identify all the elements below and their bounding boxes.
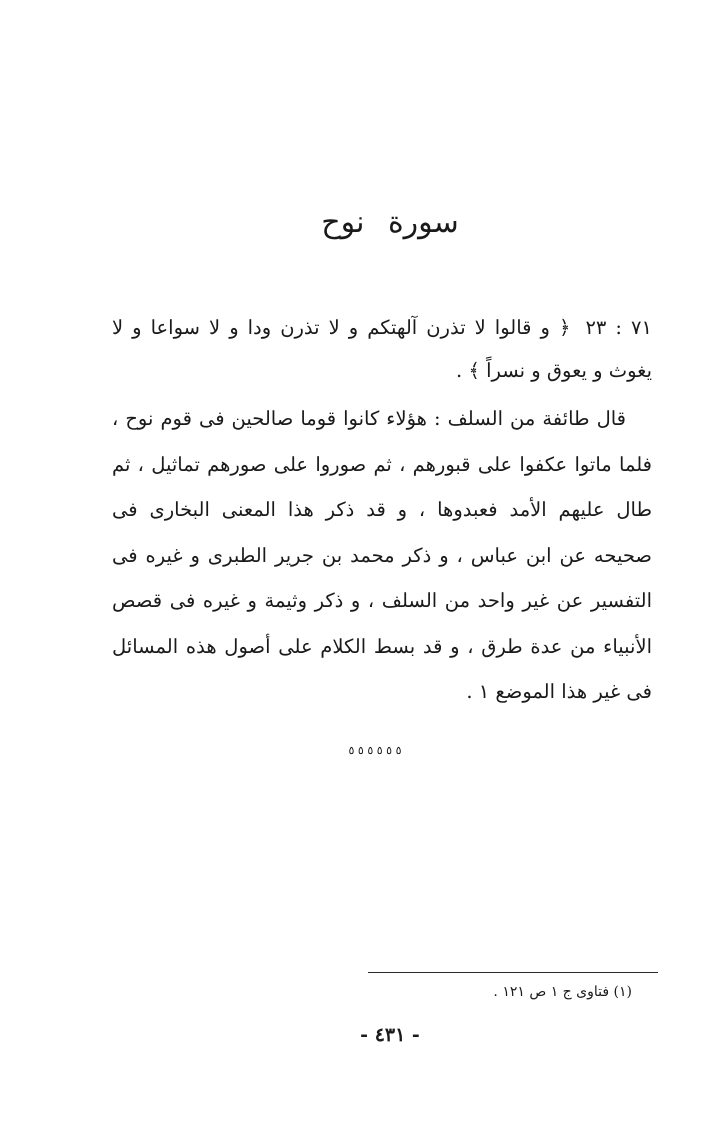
commentary-paragraph — [112, 396, 652, 715]
quran-verse — [112, 306, 652, 392]
commentary-text: قال طائفة من السلف : هؤلاء كانوا قوما صالحين فى قوم نوح ، فلما ماتوا عكفوا على قبورهم ، ثم صوروا على صورهم تماثيل ، ثم طال عليهم الأمد فعبدوها ، و قد ذكر هذا المعنى البخارى فى صحيحه عن ابن عباس ، و ذكر محمد بن جرير الطبرى و غيره فى التفسير عن غير واحد من السلف ، و ذكر وثيمة و غيره فى قصص الأنبياء من عدة طرق ، و قد بسط الكلام على أصول هذه المسائل فى غير هذا الموضع ١ . — [112, 407, 652, 703]
footnote-divider — [368, 972, 658, 973]
verse-text: ﴿ و قالوا لا تذرن آلهتكم و لا تذرن ودا و لا سواعا و لا يغوث و يعوق و نسراً ﴾ . — [112, 316, 652, 382]
page-number: - ٤٣١ - — [360, 1024, 420, 1046]
verse-reference: ٧١ : ٢٣ — [585, 316, 652, 339]
surah-title: سورة نوح — [321, 205, 459, 240]
section-separator: ٥ ٥ ٥ ٥ ٥ ٥ — [348, 744, 402, 757]
footnote: (١) فتاوى ج ١ ص ١٢١ . — [493, 984, 632, 1000]
